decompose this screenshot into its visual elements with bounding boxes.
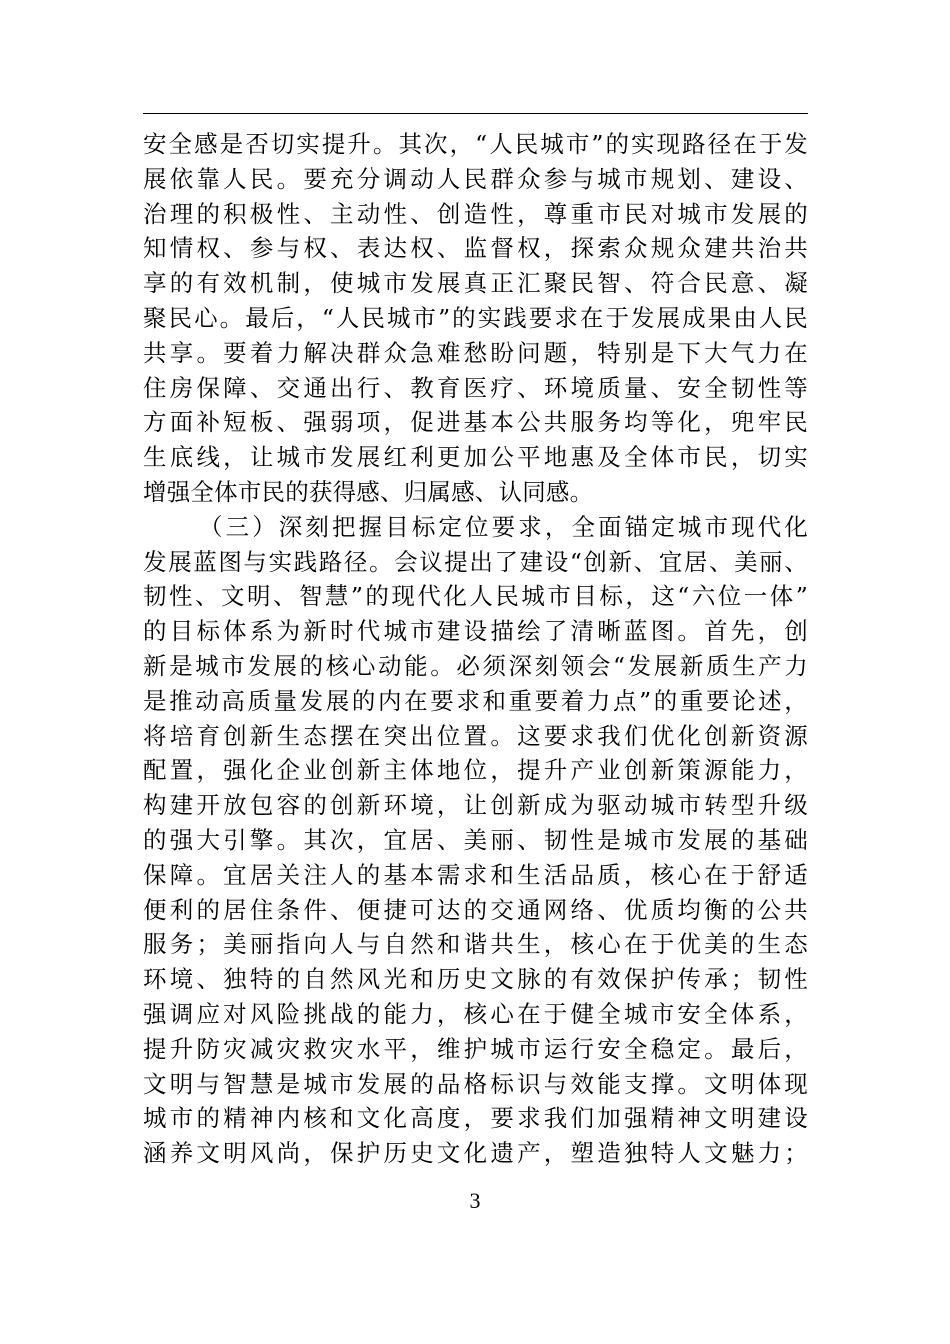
text-line: 构建开放包容的创新环境，让创新成为驱动城市转型升级 (143, 791, 808, 820)
text-line: 是推动高质量发展的内在要求和重要着力点”的重要论述， (143, 686, 808, 715)
text-line: 的强大引擎。其次，宜居、美丽、韧性是城市发展的基础 (143, 825, 808, 854)
text-line: 城市的精神内核和文化高度，要求我们加强精神文明建设 (143, 1104, 808, 1133)
text-line: 方面补短板、强弱项，促进基本公共服务均等化，兜牢民 (143, 408, 808, 437)
text-line: 将培育创新生态摆在突出位置。这要求我们优化创新资源 (143, 721, 808, 750)
header-rule (143, 113, 808, 114)
text-line: 便利的居住条件、便捷可达的交通网络、优质均衡的公共 (143, 895, 808, 924)
text-line: 治理的积极性、主动性、创造性，尊重市民对城市发展的 (143, 199, 808, 228)
text-line: 知情权、参与权、表达权、监督权，探索众规众建共治共 (143, 234, 808, 263)
page-number: 3 (469, 1188, 481, 1213)
text-line: 文明与智慧是城市发展的品格标识与效能支撑。文明体现 (143, 1069, 808, 1098)
text-line: 环境、独特的自然风光和历史文脉的有效保护传承；韧性 (143, 965, 808, 994)
text-line: 聚民心。最后，“人民城市”的实践要求在于发展成果由人民 (143, 303, 808, 332)
text-line: 提升防灾减灾救灾水平，维护城市运行安全稳定。最后， (143, 1034, 808, 1063)
text-line: 生底线，让城市发展红利更加公平地惠及全体市民，切实 (143, 443, 808, 472)
text-line: 享的有效机制，使城市发展真正汇聚民智、符合民意、凝 (143, 269, 808, 298)
text-line: 发展蓝图与实践路径。会议提出了建设“创新、宜居、美丽、 (143, 547, 808, 576)
text-line-paragraph-end: 增强全体市民的获得感、归属感、认同感。 (143, 477, 594, 506)
text-line: 涵养文明风尚，保护历史文化遗产，塑造独特人文魅力； (143, 1139, 808, 1168)
text-line: 服务；美丽指向人与自然和谐共生，核心在于优美的生态 (143, 930, 808, 959)
text-line: 保障。宜居关注人的基本需求和生活品质，核心在于舒适 (143, 860, 808, 889)
text-line: 强调应对风险挑战的能力，核心在于健全城市安全体系， (143, 999, 808, 1028)
text-line: 住房保障、交通出行、教育医疗、环境质量、安全韧性等 (143, 373, 808, 402)
text-line: 展依靠人民。要充分调动人民群众参与城市规划、建设、 (143, 164, 808, 193)
text-line: 安全感是否切实提升。其次，“人民城市”的实现路径在于发 (143, 130, 808, 158)
body-text (143, 127, 808, 1171)
section-heading-line: （三）深刻把握目标定位要求，全面锚定城市现代化 (199, 512, 808, 541)
text-line: 共享。要着力解决群众急难愁盼问题，特别是下大气力在 (143, 338, 808, 367)
text-line: 的目标体系为新时代城市建设描绘了清晰蓝图。首先，创 (143, 617, 808, 646)
text-line: 配置，强化企业创新主体地位，提升产业创新策源能力， (143, 756, 808, 785)
text-line: 新是城市发展的核心动能。必须深刻领会“发展新质生产力 (143, 651, 808, 680)
text-line: 韧性、文明、智慧”的现代化人民城市目标，这“六位一体” (143, 582, 808, 611)
